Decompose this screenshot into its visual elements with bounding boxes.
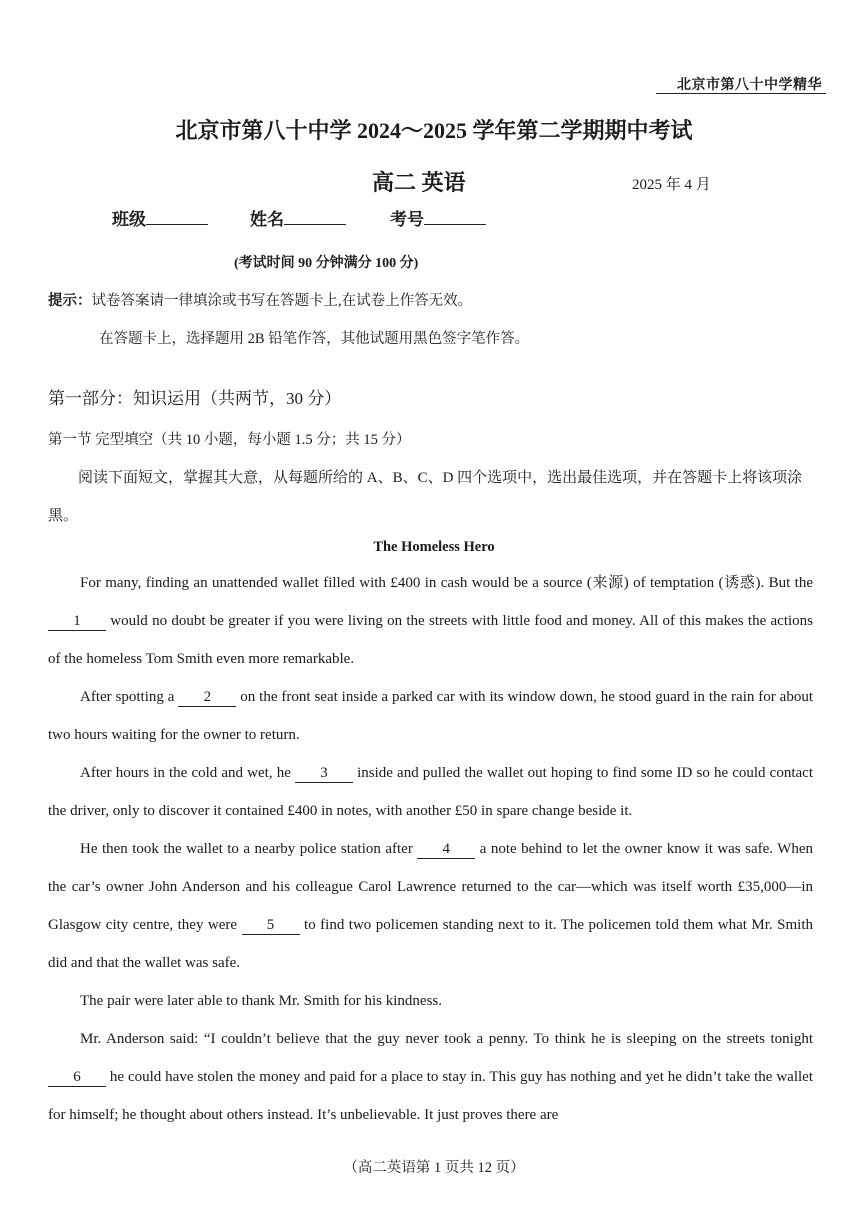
tip-label: 提示： — [48, 293, 92, 309]
paragraph-text: After hours in the cold and wet, he — [80, 765, 295, 781]
passage-paragraph-1 — [48, 564, 813, 678]
stamp-underline — [656, 93, 826, 94]
paragraph-text: Mr. Anderson said: “I couldn’t believe that the guy never took a penny. To think he is sleeping on the streets tonight — [80, 1031, 813, 1047]
paragraph-text: on the front seat inside a parked car with its window down, he stood guard in the rain for about two hours waiting for the owner to return. — [48, 689, 813, 743]
paragraph-text: For many, finding an unattended wallet filled with £400 in cash would be a source (来源) of temptation (诱惑). But the — [80, 575, 813, 591]
class-blank[interactable] — [146, 208, 208, 225]
tip-line-2: 在答题卡上，选择题用 2B 铅笔作答，其他试题用黑色签字笔作答。 — [99, 331, 530, 347]
subsection-title: 第一节 完型填空（共 10 小题，每小题 1.5 分；共 15 分） — [48, 432, 411, 448]
passage-paragraph-3 — [48, 754, 813, 830]
blank-3: 3 — [295, 764, 353, 783]
exam-number-blank[interactable] — [424, 208, 486, 225]
paragraph-text: a note behind to let the owner know it was safe. When the car’s owner John Anderson and his colleague Carol Lawrence returned to the car—which was itself worth £35,000—in Glasgow city centre, they were — [48, 841, 814, 933]
part-title: 第一部分：知识运用（共两节，30 分） — [48, 389, 342, 408]
exam-time-note: (考试时间 90 分钟满分 100 分) — [234, 256, 419, 271]
blank-1: 1 — [48, 612, 106, 631]
paragraph-text: He then took the wallet to a nearby police station after — [80, 841, 418, 857]
passage-paragraph-4 — [48, 830, 813, 982]
name-blank[interactable] — [284, 208, 346, 225]
blank-5: 5 — [242, 916, 300, 935]
blank-2: 2 — [178, 688, 236, 707]
class-field — [112, 205, 208, 230]
exam-number-field — [390, 205, 486, 230]
paragraph-text: After spotting a — [80, 689, 179, 705]
tip-text-1: 试卷答案请一律填涂或书写在答题卡上,在试卷上作答无效。 — [91, 293, 473, 309]
blank-6: 6 — [48, 1068, 106, 1087]
name-label: 姓名 — [250, 210, 284, 229]
page-footer: （高二英语第 1 页共 12 页） — [343, 1160, 525, 1176]
exam-subject: 高二 英语 — [372, 170, 466, 195]
paragraph-text: inside and pulled the wallet out hoping to find some ID so he could contact the driver, only to discover it contained £400 in notes, with another £50 in spare change beside it. — [48, 765, 813, 819]
passage-title: The Homeless Hero — [373, 539, 495, 555]
exam-date: 2025 年 4 月 — [632, 177, 711, 193]
class-label: 班级 — [112, 210, 146, 229]
exam-number-label: 考号 — [390, 210, 424, 229]
instruction-text: 阅读下面短文，掌握其大意，从每题所给的 A、B、C、D 四个选项中，选出最佳选项，并在答题卡上将该项涂黑。 — [48, 470, 803, 524]
paragraph-text: he could have stolen the money and paid for a place to stay in. This guy has nothing and yet he didn’t take the wallet for himself; he thought about others instead. It’s unbelievable. It just proves there are — [48, 1069, 813, 1123]
blank-4: 4 — [417, 840, 475, 859]
name-field — [250, 205, 346, 230]
header-stamp: 北京市第八十中学精华 — [677, 78, 822, 93]
exam-title: 北京市第八十中学 2024～2025 学年第二学期期中考试 — [175, 118, 693, 143]
passage-paragraph-6 — [48, 1020, 813, 1134]
paragraph-text: would no doubt be greater if you were living on the streets with little food and money. All of this makes the actions of the homeless Tom Smith even more remarkable. — [48, 613, 813, 667]
passage-paragraph-5: The pair were later able to thank Mr. Smith for his kindness. — [80, 993, 442, 1009]
tip-line-1 — [48, 289, 472, 310]
passage-paragraph-2 — [48, 678, 813, 754]
paragraph-text: to find two policemen standing next to it. The policemen told them what Mr. Smith did and that the wallet was safe. — [48, 917, 813, 971]
